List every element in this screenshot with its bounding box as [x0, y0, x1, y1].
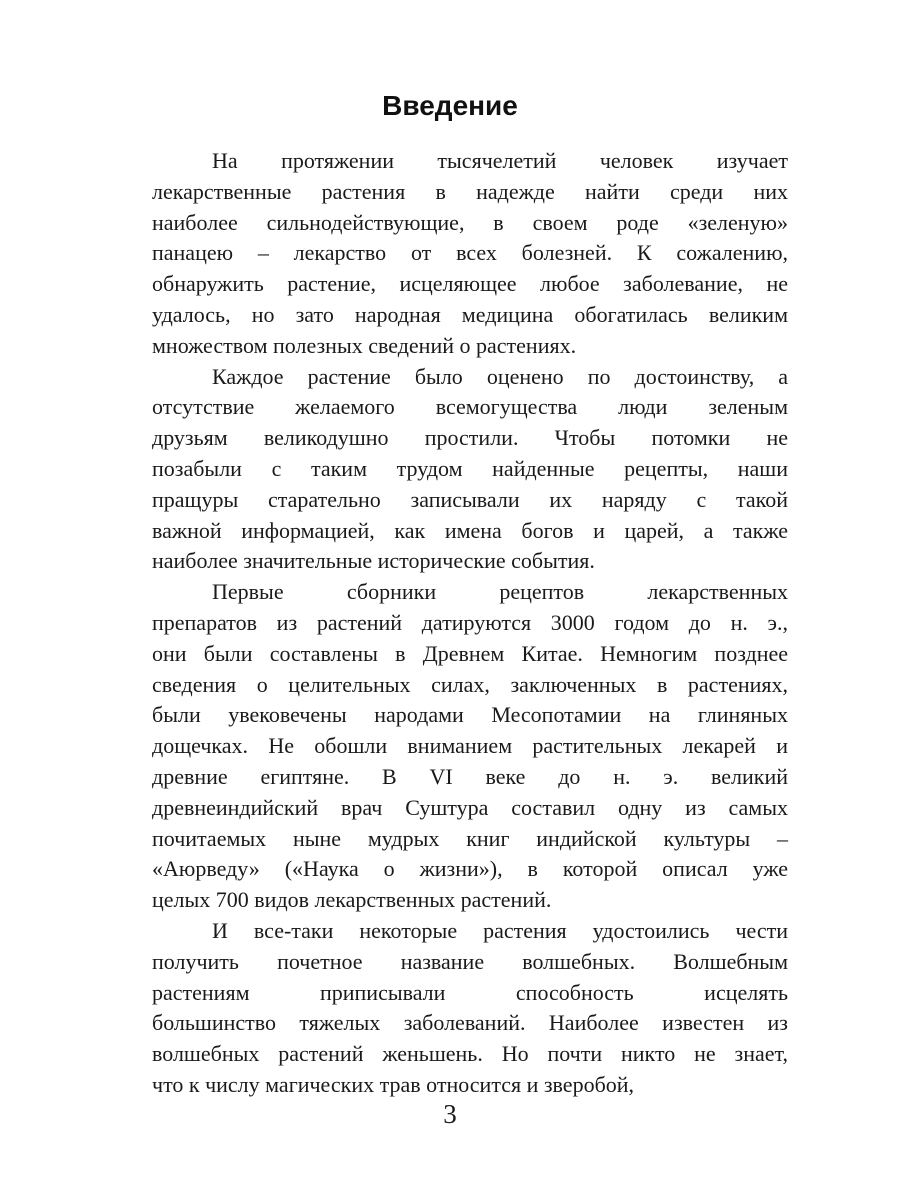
text-line: древнеиндийский врач Суштура составил одну из самых — [152, 794, 788, 820]
text-line: удалось, но зато народная медицина обогатилась великим — [152, 301, 788, 327]
text-line: Первые сборники рецептов лекарственных — [212, 579, 788, 605]
text-line: почитаемых ныне мудрых книг индийской культуры – — [152, 825, 788, 851]
text-line: дощечках. Не обошли вниманием растительных лекарей и — [152, 733, 788, 759]
text-line: лекарственные растения в надежде найти среди них — [152, 178, 788, 204]
text-line: друзьям великодушно простили. Чтобы потомки не — [152, 425, 788, 451]
text-line: На протяжении тысячелетий человек изучает — [212, 148, 788, 173]
text-line: И все-таки некоторые растения удостоились чести — [212, 917, 788, 943]
text-line: наиболее сильнодействующие, в своем роде «зеленую» — [152, 209, 788, 235]
text-line: отсутствие желаемого всемогущества люди зеленым — [152, 394, 788, 420]
text-line: пращуры старательно записывали их наряду с такой — [152, 486, 788, 512]
text-line: панацею – лекарство от всех болезней. К сожалению, — [152, 240, 788, 266]
text-line: целых 700 видов лекарственных растений. — [152, 887, 552, 913]
text-line: были увековечены народами Месопотамии на глиняных — [152, 702, 788, 728]
body-text — [152, 146, 788, 1101]
text-line: они были составлены в Древнем Китае. Немногим позднее — [152, 640, 788, 666]
paragraph — [152, 577, 788, 916]
text-line: важной информацией, как имена богов и царей, а также — [152, 517, 788, 543]
text-line: что к числу магических трав относится и зверобой, — [152, 1071, 635, 1097]
text-line: препаратов из растений датируются 3000 годом до н. э., — [152, 609, 788, 635]
paragraph — [152, 916, 788, 1101]
text-line: множеством полезных сведений о растениях. — [152, 332, 577, 358]
paragraph — [152, 146, 788, 362]
text-line: Каждое растение было оценено по достоинству, а — [212, 363, 788, 389]
chapter-title: Введение — [382, 90, 518, 121]
text-line: большинство тяжелых заболеваний. Наиболее известен из — [152, 1010, 788, 1036]
text-line: древние египтяне. В VI веке до н. э. великий — [152, 763, 788, 789]
text-line: сведения о целительных силах, заключенных в растениях, — [152, 671, 788, 697]
text-line: «Аюрведу» («Наука о жизни»), в которой описал уже — [152, 856, 788, 882]
text-line: получить почетное название волшебных. Волшебным — [152, 948, 788, 974]
text-line: растениям приписывали способность исцелять — [152, 979, 788, 1005]
text-line: волшебных растений женьшень. Но почти никто не знает, — [152, 1041, 788, 1067]
page-number: 3 — [443, 1099, 457, 1129]
text-line: позабыли с таким трудом найденные рецепты, наши — [152, 455, 788, 481]
text-line: наиболее значительные исторические события. — [152, 548, 595, 574]
paragraph — [152, 362, 788, 578]
text-line: обнаружить растение, исцеляющее любое заболевание, не — [152, 271, 788, 297]
